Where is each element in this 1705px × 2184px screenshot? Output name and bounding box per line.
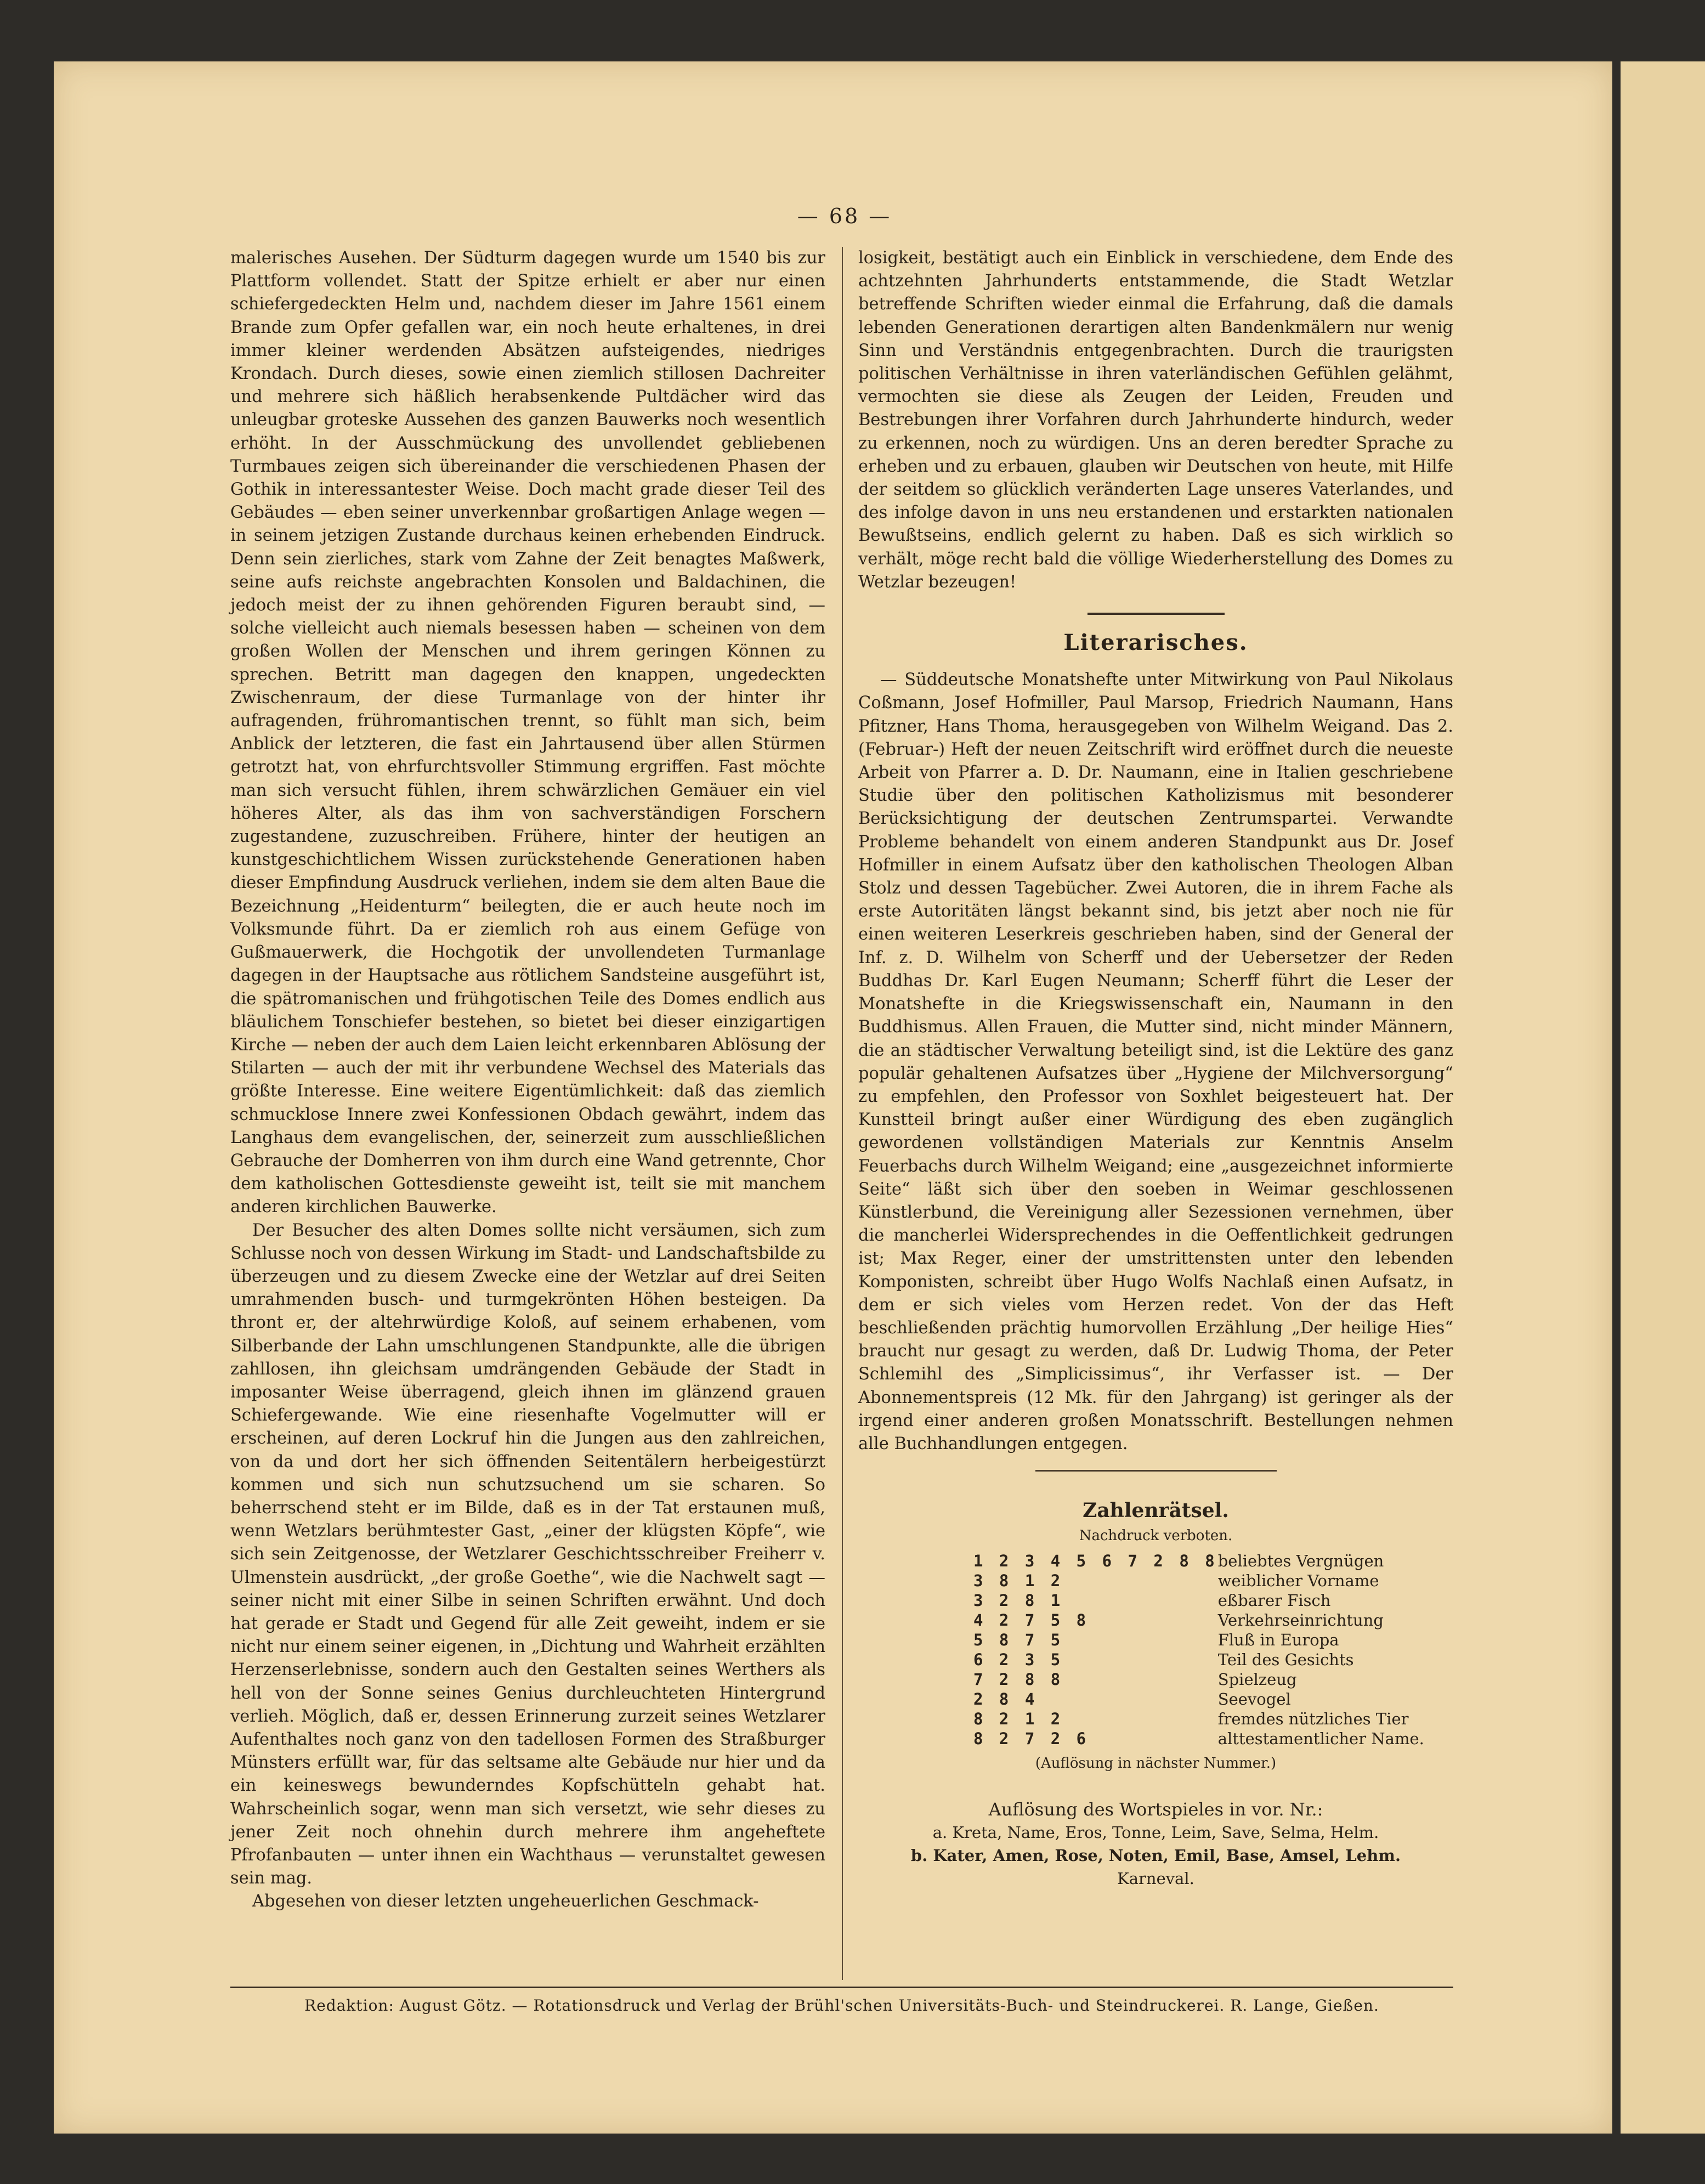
puzzle-copyright-note: Nachdruck verboten. [1079,1527,1233,1544]
puzzle-row: 5 8 7 5 Fluß in Europa [973,1630,1339,1649]
number-puzzle-table [973,1551,1424,1749]
page-number: — 68 — [797,204,892,228]
puzzle-row: 6 2 3 5 Teil des Gesichts [973,1650,1354,1669]
article-paragraph: malerisches Ausehen. Der Südturm dagegen wurde um 1540 bis zur Plattform vollendet. Statt der Spitze erhielt er aber nur einen schiefergedeckten Helm und, nachdem dieser im Jahre 1561 einem Brande zum Opfer gefallen war, ein noch heute erhaltenes, in drei immer kleiner werdenden Absätzen aufsteigendes, niedriges Krondach. Durch dieses, sowie einen ziemlich stillosen Dachreiter und mehrere sich häßlich herabsenkende Pultdächer wird das unleugbar groteske Aussehen des ganzen Bauwerks noch wesentlich erhöht. In der Ausschmückung des unvollendet gebliebenen Turmbaues zeigen sich übereinander die verschiedenen Phasen der Gothik in interessantester Weise. Doch macht grade dieser Teil des Gebäudes — eben seiner unverkennbar großartigen Anlage wegen — in seinem jetzigen Zustande durchaus keinen erhebenden Eindruck. Denn sein zierliches, stark vom Zahne der Zeit benagtes Maßwerk, seine aufs reichste angebrachten Konsolen und Baldachinen, die jedoch meist der zu ihnen gehörenden Figuren beraubt sind, — solche vielleicht auch niemals besessen haben — scheinen von dem großen Wollen der Menschen und ihrem geringen Können zu sprechen. Betritt man dagegen den knappen, ungedeckten Zwischenraum, der diese Turmanlage von der hinter ihr aufragenden, frühromantischen trennt, so fühlt man sich, beim Anblick der letzteren, die fast ein Jahrtausend über allen Stürmen getrotzt hat, von ehrfurchtsvoller Stimmung ergriffen. Fast möchte man sich versucht fühlen, ihrem schwärzlichen Gemäuer ein viel höheres Alter, als das ihm von sachverständigen Forschern zugestandene, zuzuschreiben. Frühere, hinter der heutigen an kunstgeschichtlichem Wissen zurückstehende Generationen haben dieser Empfindung Ausdruck verliehen, indem sie dem alten Baue die Bezeichnung „Heidenturm“ beilegten, die er auch heute noch im Volksmunde führt. Da er ziemlich roh aus einem Gefüge von Gußmauerwerk, die Hochgotik der unvollendeten Turmanlage dagegen in der Hauptsache aus rötlichem Sandsteine ausgeführt ist, die spätromanischen und frühgotischen Teile des Domes endlich aus bläulichem Tonschiefer bestehen, so bietet bei dieser einzigartigen Kirche — neben der auch dem Laien leicht erkennbaren Ablösung der Stilarten — auch der mit ihr verbundene Wechsel des Materials das größte Interesse. Eine weitere Eigentümlichkeit: daß das ziemlich schmucklose Innere zwei Konfessionen Obdach gewährt, indem das Langhaus dem evangelischen, der, seinerzeit zum ausschließlichen Gebrauche der Domherren von ihm durch eine Wand getrennte, Chor dem katholischen Gottesdienste geweiht ist, teilt sie mit manchem anderen kirchlichen Bauwerke. [230,248,825,1217]
solution-answer: Karneval. [1117,1869,1194,1888]
article-paragraph: Abgesehen von dieser letzten ungeheuerlichen Geschmack- [252,1892,759,1911]
solution-line-b: b. Kater, Amen, Rose, Noten, Emil, Base, Amsel, Lehm. [910,1846,1401,1865]
adjacent-page-edge [1621,61,1705,2134]
puzzle-heading: Zahlenrätsel. [1083,1499,1229,1523]
solution-line-a: a. Kreta, Name, Eros, Tonne, Leim, Save, Selma, Helm. [932,1823,1379,1842]
literary-review: — Süddeutsche Monatshefte unter Mitwirkung von Paul Nikolaus Coßmann, Josef Hofmiller, Paul Marsop, Friedrich Naumann, Hans Pfitzner, Hans Thoma, herausgegeben von Wilhelm Weigand. Das 2. (Februar-) Heft der neuen Zeitschrift wird eröffnet durch die neueste Arbeit von Pfarrer a. D. Dr. Naumann, eine in Italien geschriebene Studie über den politischen Katholizismus mit besonderer Berücksichtigung der deutschen Zentrumspartei. Verwandte Probleme behandelt von einem anderen Standpunkt aus Dr. Josef Hofmiller in einem Aufsatz über den katholischen Theologen Alban Stolz und dessen Tagebücher. Zwei Autoren, die in ihrem Fache als erste Autoritäten längst bekannt sind, bis jetzt aber noch nie für einen weiteren Leserkreis geschrieben haben, sind der General der Inf. z. D. Wilhelm von Scherff und der Uebersetzer der Reden Buddhas Dr. Karl Eugen Neumann; Scherff führt die Leser der Monatshefte in die Kriegswissenschaft ein, Naumann in den Buddhismus. Allen Frauen, die Mutter sind, nicht minder Männern, die an städtischer Verwaltung beteiligt sind, ist die Lektüre des ganz populär gehaltenen Aufsatzes über „Hygiene der Milchversorgung“ zu empfehlen, den Professor von Soxhlet beigesteuert hat. Der Kunstteil bringt außer einer Würdigung des eben zugänglich gewordenen vollständigen Materials zur Kenntnis Anselm Feuerbachs durch Wilhelm Weigand; eine „ausgezeichnet informierte Seite“ läßt sich über den soeben in Weimar geschlossenen Künstlerbund, die Vereinigung aller Sezessionen vernehmen, über die mancherlei Widersprechendes in die Oeffentlichkeit gedrungen ist; Max Reger, einer der umstrittensten unter den lebenden Komponisten, schreibt über Hugo Wolfs Nachlaß einen Aufsatz, in dem er sich vieles vom Herzen redet. Von der das Heft beschließenden prächtig humorvollen Erzählung „Der heilige Hies“ braucht nur gesagt zu werden, daß Dr. Ludwig Thoma, der Peter Schlemihl des „Simplicissimus“, ihr Verfasser ist. — Der Abonnementspreis (12 Mk. für den Jahrgang) ist geringer als der irgend einer anderen großen Monatsschrift. Bestellungen nehmen alle Buchhandlungen entgegen. [858,670,1453,1453]
puzzle-row: 1 2 3 4 5 6 7 2 8 8 beliebtes Vergnügen [973,1551,1384,1570]
puzzle-row: 8 2 1 2 fremdes nützliches Tier [973,1709,1409,1728]
puzzle-row: 3 8 1 2 weiblicher Vorname [973,1571,1379,1590]
puzzle-row: 4 2 7 5 8 Verkehrseinrichtung [973,1610,1384,1629]
section-divider [1035,1470,1277,1472]
puzzle-row: 7 2 8 8 Spielzeug [973,1670,1297,1689]
right-column [858,247,1453,1890]
section-divider [1087,613,1225,615]
literary-heading: Literarisches. [1063,630,1248,656]
imprint-footer: Redaktion: August Götz. — Rotationsdruck und Verlag der Brühl'schen Universitäts-Buch- und Steindruckerei. R. Lange, Gießen. [304,1996,1379,2015]
column-divider [842,247,843,1980]
solution-heading: Auflösung des Wortspieles in vor. Nr.: [988,1798,1323,1820]
puzzle-solution-note: (Auflösung in nächster Nummer.) [1035,1755,1277,1772]
article-paragraph: Der Besucher des alten Domes sollte nicht versäumen, sich zum Schlusse noch von dessen Wirkung im Stadt- und Landschaftsbilde zu überzeugen und zu diesem Zwecke eine der Wetzlar auf drei Seiten umrahmenden busch- und turmgekrönten Höhen besteigen. Da thront er, der altehrwürdige Koloß, auf seinem erhabenen, vom Silberbande der Lahn umschlungenen Standpunkte, alle die übrigen zahllosen, ihn gleichsam umdrängenden Gebäude der Stadt in imposanter Weise überragend, gleich ihnen im glänzend grauen Schiefergewande. Wie eine riesenhafte Vogelmutter will er erscheinen, auf deren Lockruf hin die Jungen aus den zahlreichen, von da und dort her sich öffnenden Seitentälern herbeigestürzt kommen und sich nun schutzsuchend um sie scharen. So beherrschend steht er im Bilde, daß es in der Tat erstaunen muß, wenn Wetzlars berühmtester Gast, „einer der klügsten Köpfe“, wie sich sein Zeitgenosse, der Wetzlarer Geschichtsschreiber Freiherr v. Ulmenstein ausdrückt, „der große Goethe“, wie die Nachwelt sagt — seiner nicht mit einer Silbe in seinen Schriften erwähnt. Und doch hat gerade er Stadt und Gegend für alle Zeit geweiht, indem er sie nicht nur einem seiner eigenen, in „Dichtung und Wahrheit erzählten Herzenserlebnisse, sondern auch den Gestalten seines Werthers als hell von der Sonne seines Genius durchleuchteten Hintergrund verlieh. Möglich, daß er, dessen Erinnerung zurzeit seines Wetzlarer Aufenthaltes noch ganz von den tadellosen Formen des Straßburger Münsters erfüllt war, für das seltsame alte Gebäude nur hier und da ein keineswegs bewunderndes Kopfschütteln gehabt hat. Wahrscheinlich sogar, wenn man sich versetzt, wie sehr dieses zu jener Zeit noch ohnehin durch mehrere ihm angeheftete Pfrofanbauten — unter ihnen ein Wachthaus — verunstaltet gewesen sein mag. [230,1220,825,1888]
puzzle-row: 3 2 8 1 eßbarer Fisch [973,1591,1331,1610]
article-continuation: losigkeit, bestätigt auch ein Einblick in verschiedene, dem Ende des achtzehnten Jahrhunderts entstammende, die Stadt Wetzlar betreffende Schriften wieder einmal die Erfahrung, daß die damals lebenden Generationen derartigen alten Bandenkmälern nur wenig Sinn und Verständnis entgegenbrachten. Durch die traurigsten politischen Verhältnisse in ihren vaterländischen Gefühlen gelähmt, vermochten sie diese als Zeugen der Leiden, Freuden und Bestrebungen ihrer Vorfahren durch Jahrhunderte hindurch, weder zu erkennen, noch zu würdigen. Uns an deren beredter Sprache zu erheben und zu erbauen, glauben wir Deutschen von heute, mit Hilfe der seitdem so glücklich veränderten Lage unseres Vaterlandes, und des infolge davon in uns neu erstandenen und erstarkten nationalen Bewußtseins, endlich gelernt zu haben. Daß es sich wirklich so verhält, möge recht bald die völlige Wiederherstellung des Domes zu Wetzlar bezeugen! [858,248,1453,592]
puzzle-row: 2 8 4 Seevogel [973,1689,1291,1708]
left-column [230,247,825,1914]
footer-divider [230,1987,1453,1988]
puzzle-row: 8 2 7 2 6 alttestamentlicher Name. [973,1729,1424,1748]
